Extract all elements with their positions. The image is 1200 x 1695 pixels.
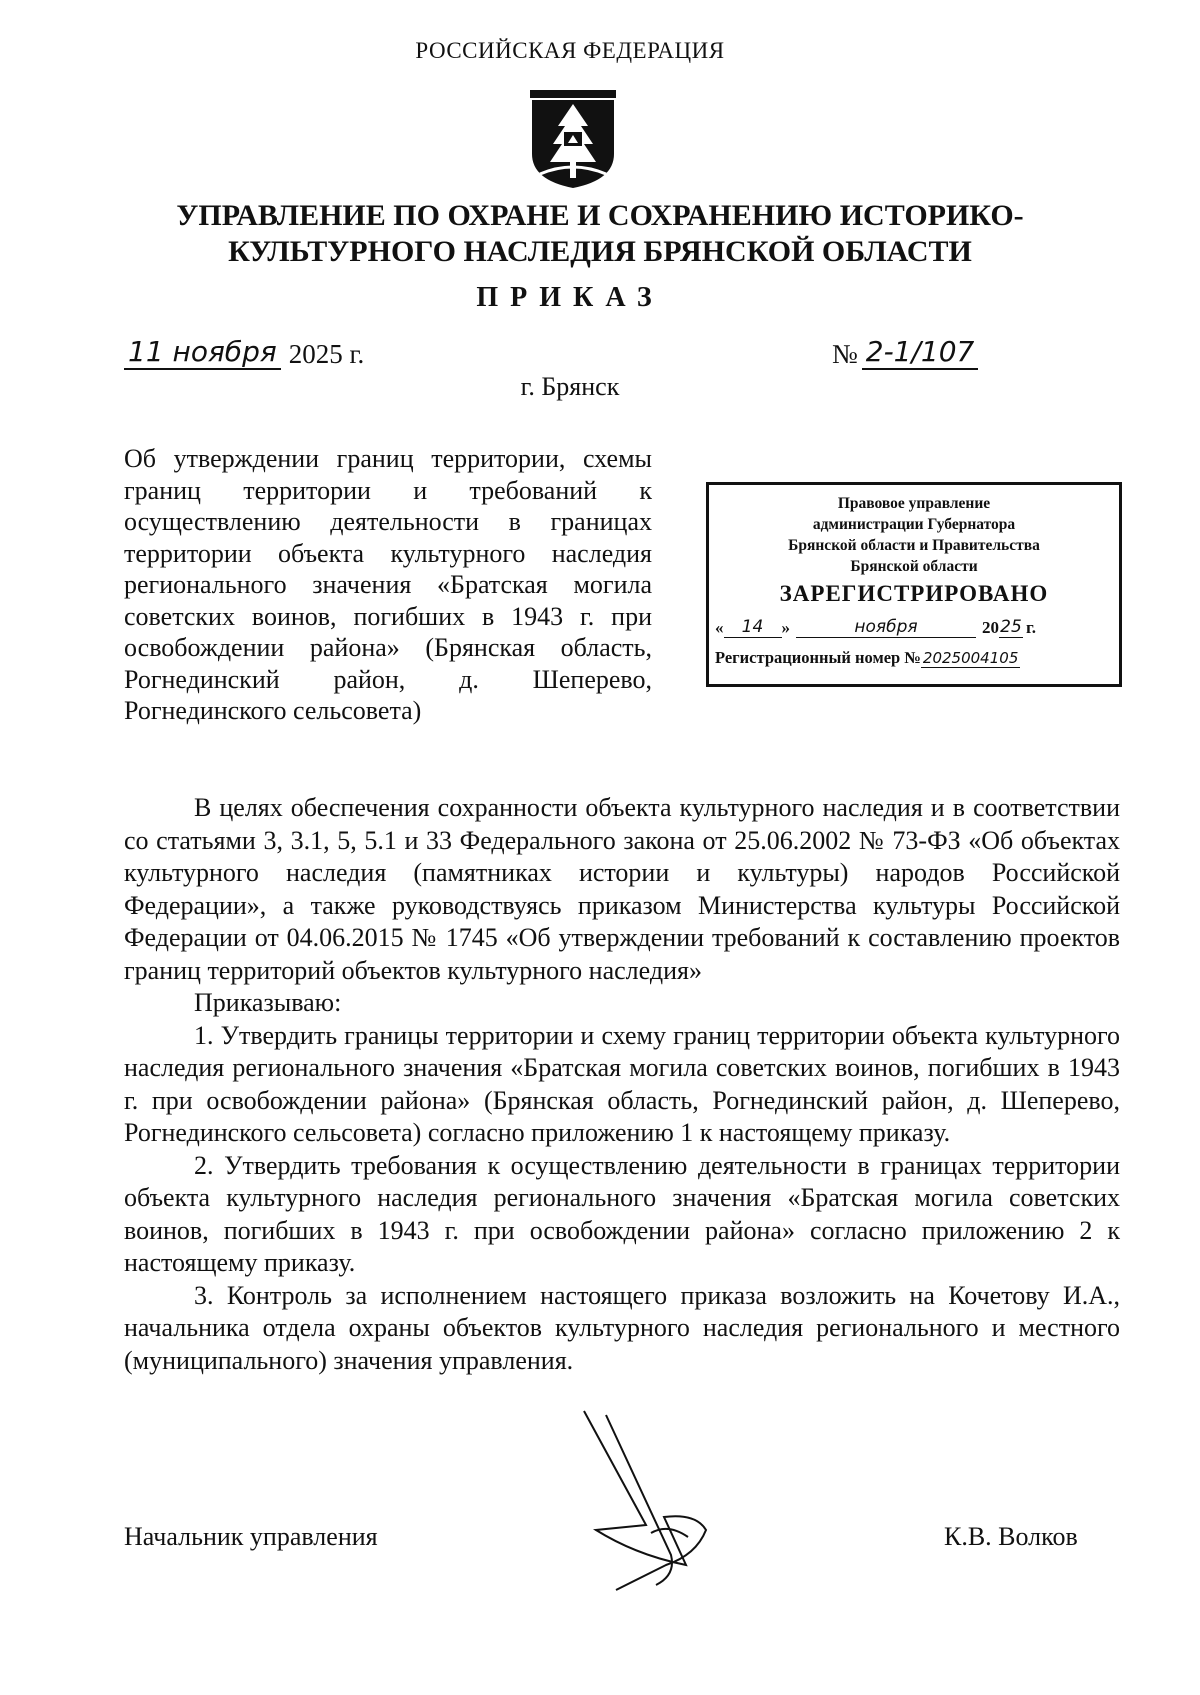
stamp-status: ЗАРЕГИСТРИРОВАНО <box>779 581 1049 606</box>
coat-of-arms-emblem <box>528 88 618 190</box>
stamp-line1: Правовое управление <box>837 495 991 512</box>
stamp-date <box>715 617 1113 638</box>
stamp-line4: Брянской области <box>850 558 978 575</box>
stamp-reg-value: 2025004105 <box>922 649 1019 667</box>
handwritten-signature <box>576 1405 746 1595</box>
registration-stamp <box>706 482 1122 687</box>
stamp-month: ноября <box>796 617 976 638</box>
handwritten-number: 2-1/107 <box>862 336 979 370</box>
document-type: ПРИКАЗ <box>476 282 664 313</box>
order-word: Приказываю: <box>194 988 342 1017</box>
preamble-paragraph: В целях обеспечения сохранности объекта культурного наследия и в соответствии со статьями 3, 3.1, 5, 5.1 и 33 Федерального закона от 25.06.2002 № 73-ФЗ «Об объектах культурного наследия (памятниках истории и культуры) народов Российской Федерации», а также руководствуясь приказом Министерства культуры Российской Федерации от 04.06.2015 № 1745 «Об утверждении требований к составлению проектов границ территорий объектов культурного наследия» <box>124 793 1120 985</box>
stamp-day: 14 <box>724 617 782 638</box>
stamp-line2: администрации Губернатора <box>812 516 1016 533</box>
handwritten-date: 11 ноября <box>124 336 281 370</box>
stamp-year-unit: г. <box>1026 618 1037 637</box>
agency-title <box>150 198 1050 270</box>
order-body <box>124 792 1120 1377</box>
order-item-1: 1. Утвердить границы территории и схему границ территории объекта культурного наследия регионального значения «Братская могила советских воинов, погибших в 1943 г. при освобождении района» (Брянская область, Рогнединский район, д. Шеперево, Рогнединского сельсовета) согласно приложению 1 к настоящему приказу. <box>124 1020 1120 1147</box>
order-date <box>124 336 364 370</box>
order-year: 2025 г. <box>288 339 365 369</box>
city: г. Брянск <box>520 372 620 401</box>
agency-title-line1: УПРАВЛЕНИЕ ПО ОХРАНЕ И СОХРАНЕНИЮ ИСТОРИКО- <box>176 199 1024 232</box>
order-item-3: 3. Контроль за исполнением настоящего приказа возложить на Кочетову И.А., начальника отдела охраны объектов культурного наследия регионального и местного (муниципального) значения управления. <box>124 1280 1120 1375</box>
order-subject: Об утверждении границ территории, схемы границ территории и требований к осуществлению деятельности в границах территории объекта культурного наследия регионального значения «Братская могила советских воинов, погибших в 1943 г. при освобождении района» (Брянская область, Рогнединский район, д. Шеперево, Рогнединского сельсовета) <box>124 444 652 725</box>
country-name: РОССИЙСКАЯ ФЕДЕРАЦИЯ <box>415 38 725 63</box>
stamp-open-quote: « <box>715 618 724 637</box>
stamp-year-suffix: 25 <box>1000 617 1022 637</box>
order-item-2: 2. Утвердить требования к осуществлению деятельности в границах территории объекта культурного наследия регионального значения «Братская могила советских воинов, погибших в 1943 г. при освобождении района» согласно приложению 2 к настоящему приказу. <box>124 1150 1120 1277</box>
signer-name: К.В. Волков <box>944 1522 1078 1551</box>
stamp-line3: Брянской области и Правительства <box>788 537 1040 554</box>
order-number <box>832 336 978 370</box>
stamp-year-prefix: 20 <box>982 618 999 637</box>
agency-title-line2: КУЛЬТУРНОГО НАСЛЕДИЯ БРЯНСКОЙ ОБЛАСТИ <box>228 235 972 268</box>
number-prefix: № <box>832 339 858 369</box>
signer-title: Начальник управления <box>124 1522 378 1551</box>
stamp-reg-label: Регистрационный номер № <box>715 648 921 667</box>
stamp-reg-number <box>715 648 1113 668</box>
stamp-close-quote: » <box>781 618 790 637</box>
